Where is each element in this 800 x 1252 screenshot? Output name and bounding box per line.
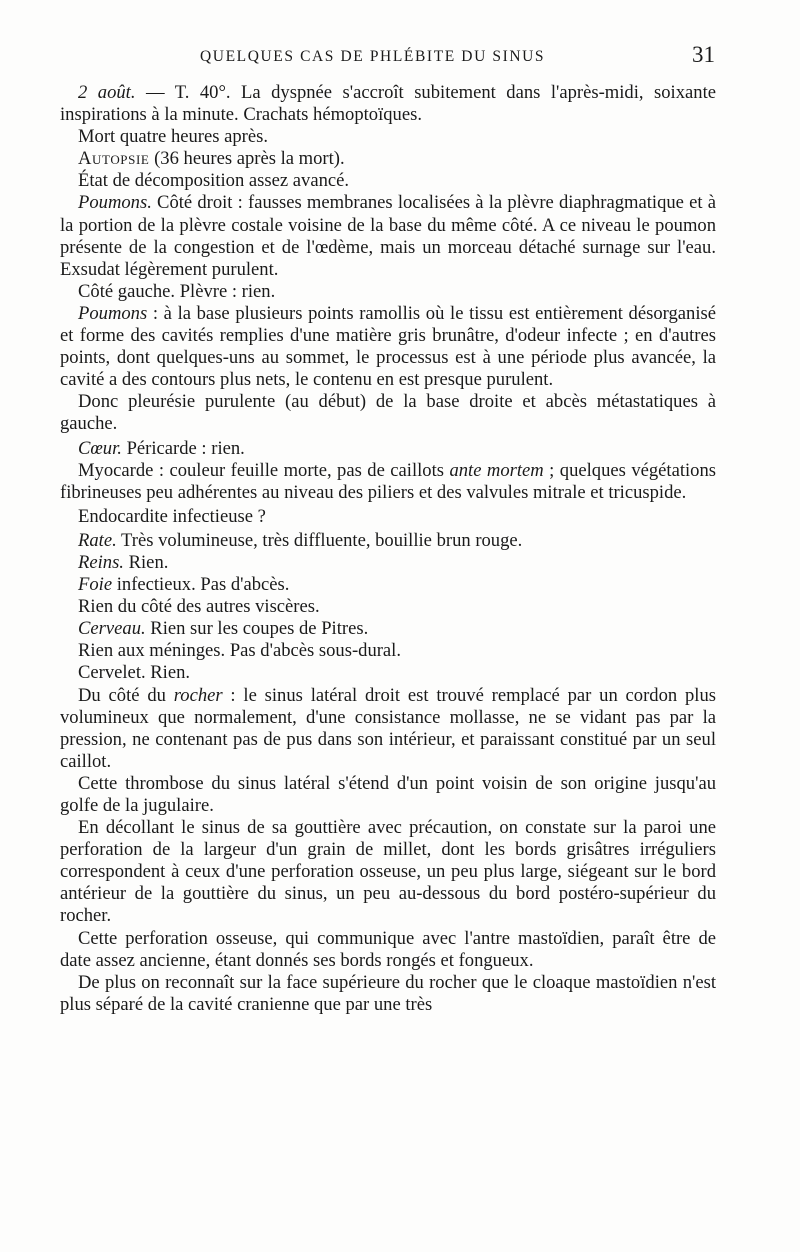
running-title: QUELQUES CAS DE PHLÉBITE DU SINUS bbox=[200, 48, 546, 65]
body-text bbox=[60, 82, 716, 1016]
paragraph: Poumons. Côté droit : fausses membranes localisées à la plèvre diaphragmatique et à la portion de la plèvre costale voisine de la base du même côté. A ce niveau le poumon présente de la congestion et de l'œdème, mais un morceau détaché surnage sur l'eau. Exsudat légèrement purulent. bbox=[60, 192, 716, 280]
italic-term: ante mortem bbox=[449, 459, 544, 481]
paragraph: Cette thrombose du sinus latéral s'étend d'un point voisin de son origine jusqu'au golfe de la jugulaire. bbox=[60, 772, 716, 816]
paragraph: Rien aux méninges. Pas d'abcès sous-dural. bbox=[78, 640, 401, 662]
paragraph-lead: 2 août. bbox=[78, 82, 136, 103]
paragraph-lead: Autopsie bbox=[78, 148, 150, 170]
italic-term: rocher bbox=[173, 684, 223, 706]
paragraph: Autopsie (36 heures après la mort). bbox=[78, 148, 345, 170]
paragraph-lead: Poumons bbox=[78, 302, 148, 324]
paragraph: État de décomposition assez avancé. bbox=[78, 170, 350, 192]
page-header bbox=[60, 42, 715, 72]
paragraph: En décollant le sinus de sa gouttière avec précaution, on constate sur la paroi une perforation de la largeur d'un grain de millet, dont les bords grisâtres irréguliers correspondent à ceux d'une perforation osseuse, un peu plus large, siégeant sur le bord antérieur de la gouttière du sinus, un peu au-dessous du bord postéro-supérieur du rocher. bbox=[60, 817, 716, 927]
page-number: 31 bbox=[692, 42, 715, 67]
paragraph: Foie infectieux. Pas d'abcès. bbox=[78, 574, 290, 596]
paragraph: Côté gauche. Plèvre : rien. bbox=[78, 280, 276, 302]
paragraph: De plus on reconnaît sur la face supérieure du rocher que le cloaque mastoïdien n'est plus séparé de la cavité cranienne que par une très bbox=[60, 971, 716, 1015]
paragraph: Poumons : à la base plusieurs points ramollis où le tissu est entièrement désorganisé et forme des cavités remplies d'une matière gris brunâtre, d'odeur infecte ; en d'autres points, dont quelques-uns au sommet, le processus est à une période plus avancée, la cavité a des contours plus nets, le contenu en est presque purulent. bbox=[60, 302, 716, 391]
paragraph-lead: Cerveau. bbox=[78, 618, 146, 640]
paragraph: Endocardite infectieuse ? bbox=[78, 505, 266, 527]
paragraph: Rien du côté des autres viscères. bbox=[78, 596, 320, 618]
paragraph: Mort quatre heures après. bbox=[78, 126, 268, 148]
paragraph-lead: Foie bbox=[78, 574, 113, 596]
paragraph: Du côté du rocher : le sinus latéral droit est trouvé remplacé par un cordon plus volumineux que normalement, d'une consistance mollasse, ne se vidant pas par la pression, ne contenant pas de pus dans son intérieur, et paraissant constitué par un seul caillot. bbox=[60, 684, 716, 772]
paragraph: Rate. Très volumineuse, très diffluente, bouillie brun rouge. bbox=[78, 529, 523, 551]
paragraph: Donc pleurésie purulente (au début) de la base droite et abcès métastatiques à gauche. bbox=[60, 391, 716, 435]
paragraph-lead: Cœur. bbox=[78, 437, 122, 459]
paragraph-lead: Reins. bbox=[78, 551, 124, 573]
paragraph: 2 août. — T. 40°. La dyspnée s'accroît subitement dans l'après-midi, soixante inspirations à la minute. Crachats hémoptoïques. bbox=[60, 82, 716, 126]
paragraph: Reins. Rien. bbox=[78, 551, 169, 573]
paragraph-lead: Poumons. bbox=[78, 192, 152, 214]
paragraph-lead: Rate. bbox=[78, 529, 117, 551]
paragraph: Cerveau. Rien sur les coupes de Pitres. bbox=[78, 618, 369, 640]
paragraph: Cervelet. Rien. bbox=[78, 662, 191, 684]
paragraph: Myocarde : couleur feuille morte, pas de caillots ante mortem ; quelques végétations fibrineuses peu adhérentes au niveau des piliers et des valvules mitrale et tricuspide. bbox=[60, 459, 717, 503]
paragraph: Cette perforation osseuse, qui communique avec l'antre mastoïdien, paraît être de date assez ancienne, étant donnés ses bords rongés et fongueux. bbox=[60, 927, 716, 971]
paragraph: Cœur. Péricarde : rien. bbox=[78, 437, 245, 459]
